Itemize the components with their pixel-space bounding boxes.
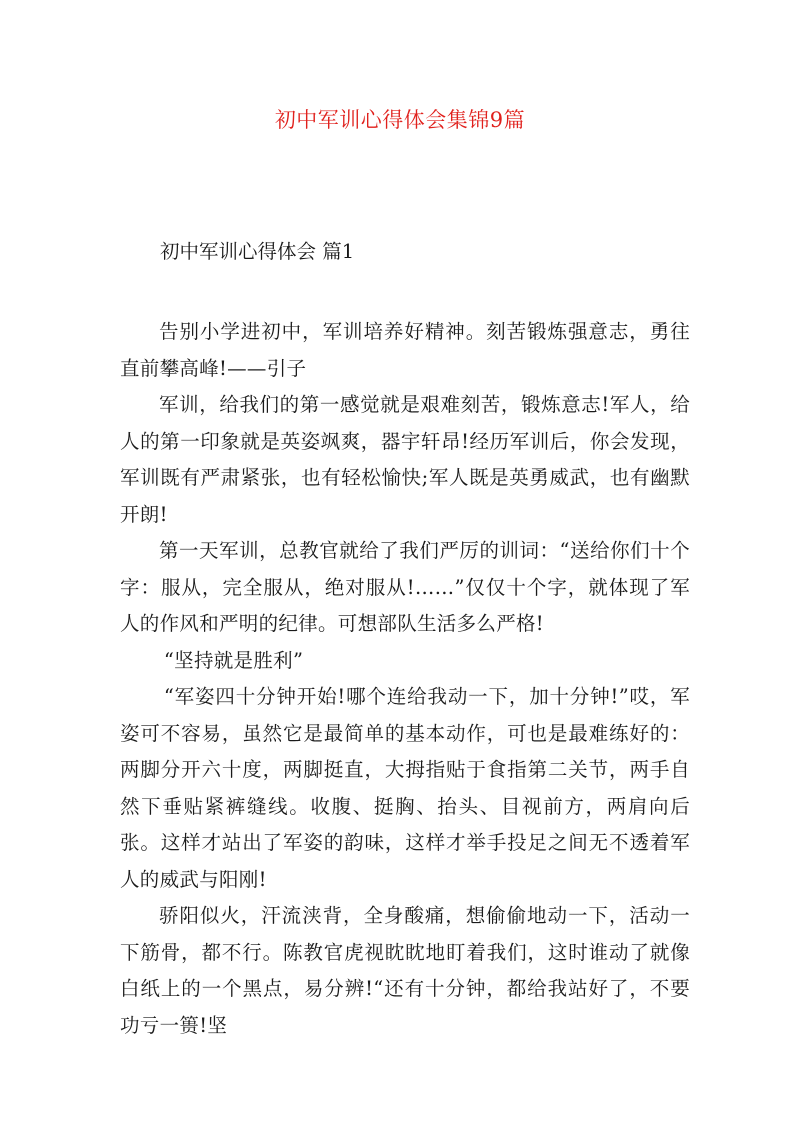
paragraph-subheading: “坚持就是胜利”: [163, 648, 304, 672]
document-body: [120, 314, 690, 1044]
document-title: 初中军训心得体会集锦9篇: [274, 108, 526, 132]
paragraph-hot-sun: 骄阳似火，汗流浃背，全身酸痛，想偷偷地动一下，活动一下筋骨，都不行。陈教官虎视眈眈地盯着我们，这时谁动了就像白纸上的一个黑点，易分辨!“还有十分钟，都给我站好了，不要功亏一篑!坚: [120, 904, 690, 1037]
paragraph-military-posture: “军姿四十分钟开始!哪个连给我动一下，加十分钟!”哎，军姿可不容易，虽然它是最简单的基本动作，可也是最难练好的：两脚分开六十度，两脚挺直，大拇指贴于食指第二关节，两手自然下垂贴紧裤缝线。收腹、挺胸、抬头、目视前方，两肩向后张。这样才站出了军姿的韵味，这样才举手投足之间无不透着军人的威武与阳刚!: [120, 685, 690, 891]
paragraph-first-impression: 军训，给我们的第一感觉就是艰难刻苦，锻炼意志!军人，给人的第一印象就是英姿飒爽，器宇轩昂!经历军训后，你会发现，军训既有严肃紧张，也有轻松愉快;军人既是英勇威武，也有幽默开朗!: [120, 393, 690, 526]
section-heading: 初中军训心得体会 篇1: [160, 240, 355, 263]
paragraph-intro: 告别小学进初中，军训培养好精神。刻苦锻炼强意志，勇往直前攀高峰!——引子: [120, 320, 690, 380]
paragraph-first-day: 第一天军训，总教官就给了我们严厉的训词：“送给你们十个字：服从，完全服从，绝对服从!……”仅仅十个字，就体现了军人的作风和严明的纪律。可想部队生活多么严格!: [120, 539, 690, 635]
